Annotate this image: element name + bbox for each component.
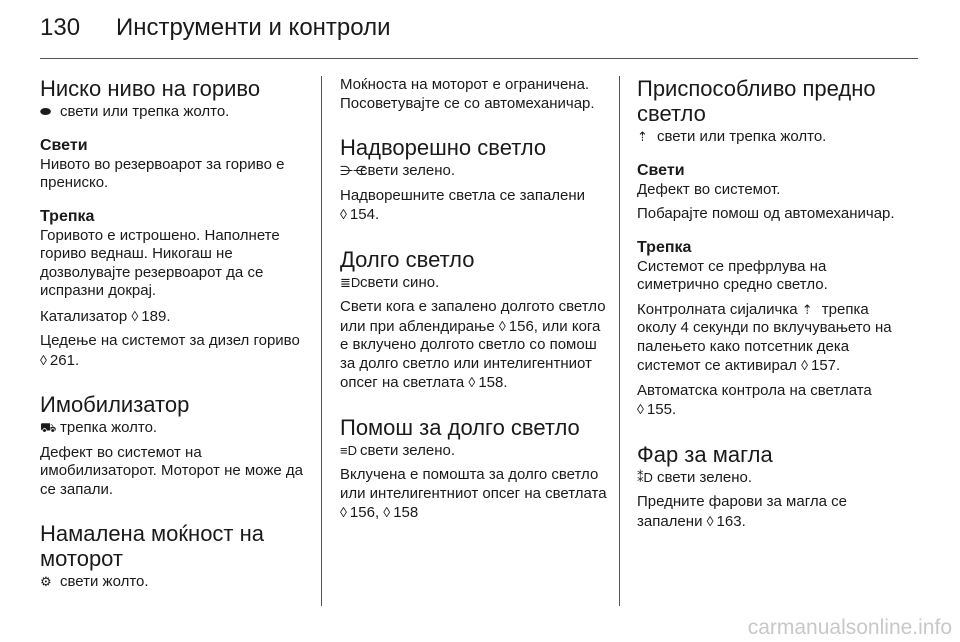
exterior-light-icon-line: ⋺⋲свети зелено. — [340, 162, 456, 179]
immobilizer-icon: ⛟ — [40, 420, 57, 435]
fog-light-text: Предните фарови за магла се запалени ◊ 163. — [637, 493, 847, 530]
page-ref-icon: ◊ — [383, 504, 391, 520]
diesel-page-link[interactable]: 261. — [49, 351, 80, 369]
afl-sveti-text-2: Побарајте помош од автомеханичар. — [637, 205, 895, 222]
fuel-trepka-text: Горивото е истрошено. Наполнете гориво веднаш. Никогаш не дозволувајте резервоарот да се испразни докрај. — [40, 226, 280, 299]
afl-page-link[interactable]: 157. — [811, 357, 841, 374]
high-beam-section-title: Долго светло — [340, 246, 475, 272]
column-divider — [321, 76, 322, 606]
reduced-power-section-title: Намалена моќност на моторот — [40, 521, 264, 571]
column-left — [40, 76, 312, 598]
afl-icon: ⇡ — [637, 129, 648, 144]
column-divider — [619, 76, 620, 606]
page-header — [40, 14, 920, 54]
afl-auto-text: Автоматска контрола на светлата ◊ 155. — [637, 381, 872, 418]
diesel-ref-line: Цедење на системот за дизел гориво ◊ 261. — [40, 332, 300, 369]
fog-light-icon: ⁑D — [637, 469, 653, 485]
page-ref-icon: ◊ — [340, 504, 347, 520]
high-beam-page-link-1[interactable]: 156, — [508, 317, 538, 335]
page-ref-icon: ◊ — [801, 357, 808, 373]
header-rule — [40, 58, 918, 59]
exterior-light-icon: ⋺⋲ — [340, 163, 366, 178]
watermark: carmanualsonline.info — [747, 616, 952, 639]
auto-light-page-link[interactable]: 155. — [646, 401, 677, 418]
high-beam-assist-icon-line: ≡D свети зелено. — [340, 441, 456, 459]
fuel-section-title: Ниско ниво на гориво — [40, 76, 261, 101]
high-beam-assist-section-title: Помош за долго светло — [340, 414, 580, 440]
fog-light-icon-line: ⁑D свети зелено. — [637, 468, 753, 486]
afl-sveti-heading: Свети — [637, 161, 685, 179]
page-ref-icon: ◊ — [131, 307, 139, 324]
page-number: 130 — [40, 14, 81, 41]
afl-icon-line: ⇡ свети или трепка жолто. — [637, 128, 827, 145]
fog-light-section-title: Фар за магла — [637, 441, 773, 467]
afl-section-title: Приспособливо предно светло — [637, 76, 876, 126]
fog-light-page-link[interactable]: 163. — [716, 512, 746, 530]
page-ref-icon: ◊ — [468, 374, 476, 390]
afl-trepka-text-1: Системот се префрлува на симетрично средно светло. — [637, 257, 828, 293]
page-ref-icon: ◊ — [637, 401, 644, 417]
column-middle — [340, 76, 612, 529]
high-beam-assist-icon: ≡D — [340, 442, 357, 458]
catalyst-page-link[interactable]: 189. — [141, 307, 171, 325]
high-beam-assist-page-link-2[interactable]: 158 — [393, 504, 419, 521]
fuel-trepka-heading: Трепка — [40, 207, 95, 225]
fuel-sveti-heading: Свети — [40, 136, 88, 154]
column-right — [637, 76, 909, 537]
catalyst-ref-line: Катализатор ◊ 189. — [40, 307, 171, 325]
afl-trepka-text-2: Контролната сијаличка ⇡ трепка околу 4 секунди по вклучувањето на палењето како потсетник дека системот се активирал ◊ 157. — [637, 300, 892, 374]
immobilizer-icon-line: ⛟ трепка жолто. — [40, 419, 158, 436]
fuel-level-icon: ⬬ — [40, 104, 52, 119]
high-beam-text: Свети кога е запалено долгото светло или при аблендирање ◊ 156, или кога е вклучено долгото светло со помош за долго светло или интелигентниот опсег на светлата ◊ 158. — [340, 298, 606, 391]
page-ref-icon: ◊ — [498, 317, 506, 334]
high-beam-page-link-2[interactable]: 158. — [478, 374, 508, 391]
exterior-light-page-link[interactable]: 154. — [349, 206, 380, 223]
reduced-power-icon-line: ⚙ свети жолто. — [40, 573, 149, 590]
fuel-icon-line: ⬬ свети или трепка жолто. — [40, 103, 230, 120]
page-ref-icon: ◊ — [340, 206, 347, 222]
exterior-light-section-title: Надворешно светло — [340, 135, 547, 160]
reduced-power-text: Моќноста на моторот е ограничена. Посоветувајте се со автомеханичар. — [340, 76, 595, 112]
page-ref-icon: ◊ — [706, 512, 714, 529]
immobilizer-section-title: Имобилизатор — [40, 392, 190, 417]
high-beam-icon-line: ≣Dсвети сино. — [340, 273, 440, 291]
afl-trepka-heading: Трепка — [637, 238, 692, 256]
high-beam-assist-page-link-1[interactable]: 156, — [349, 504, 380, 521]
high-beam-assist-text: Вклучена е помошта за долго светло или интелигентниот опсег на светлата ◊ 156, ◊ 158 — [340, 466, 607, 521]
afl-icon: ⇡ — [801, 301, 813, 317]
fuel-sveti-text: Нивото во резервоарот за гориво е прениско. — [40, 155, 285, 191]
immobilizer-text: Дефект во системот на имобилизаторот. Моторот не може да се запали. — [40, 443, 303, 498]
page-ref-icon: ◊ — [40, 351, 47, 368]
reduced-power-icon: ⚙ — [40, 574, 52, 589]
exterior-light-text: Надворешните светла се запалени ◊ 154. — [340, 186, 586, 223]
afl-sveti-text-1: Дефект во системот. — [637, 180, 781, 198]
page-title: Инструменти и контроли — [116, 14, 391, 41]
high-beam-icon: ≣D — [340, 274, 361, 290]
